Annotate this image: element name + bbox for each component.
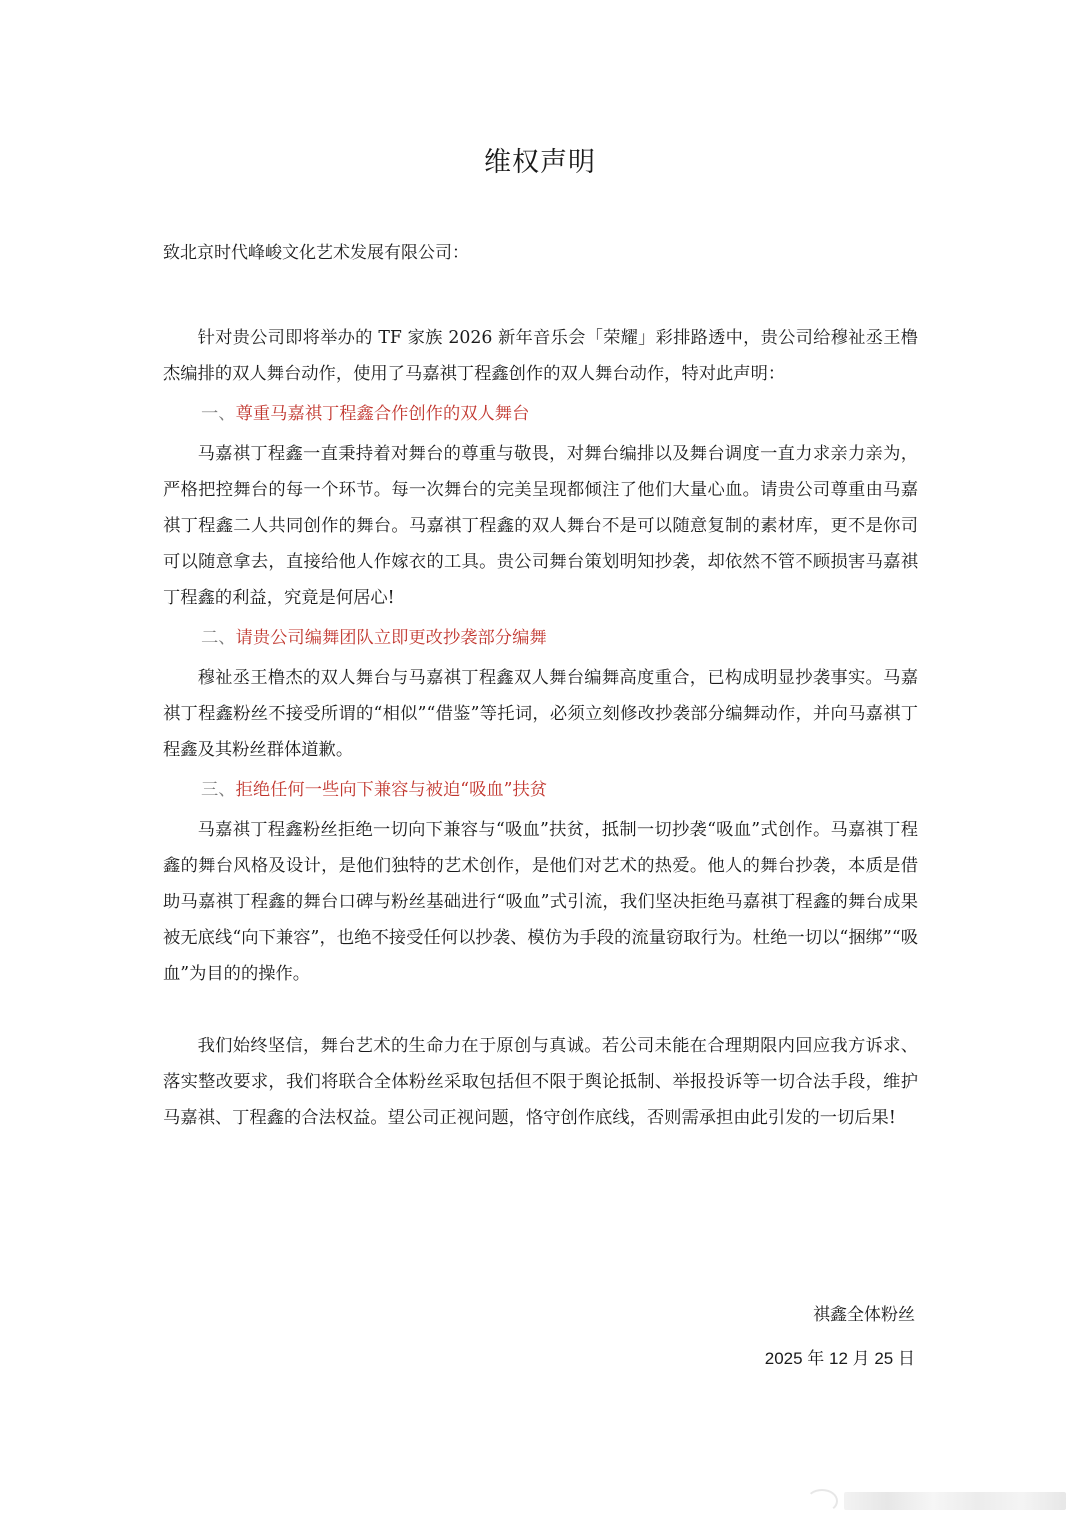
intro-paragraph: 针对贵公司即将举办的 TF 家族 2026 新年音乐会「荣耀」彩排路透中，贵公司给穆祉丞王橹杰编排的双人舞台动作，使用了马嘉祺丁程鑫创作的双人舞台动作，特对此声明： [163,328,918,384]
section-heading-2 [163,616,918,660]
section-heading-3 [163,768,918,812]
spacer [163,992,918,1028]
date: 2025 年 12 月 25 日 [764,1349,915,1368]
section-heading-1 [163,392,918,436]
section-paragraph-2: 穆祉丞王橹杰的双人舞台与马嘉祺丁程鑫双人舞台编舞高度重合，已构成明显抄袭事实。马嘉祺丁程鑫粉丝不接受所谓的“相似”“借鉴”等托词，必须立刻修改抄袭部分编舞动作，并向马嘉祺丁程鑫及其粉丝群体道歉。 [163,668,918,760]
document-title: 维权声明 [484,147,596,178]
section-paragraph-3: 马嘉祺丁程鑫粉丝拒绝一切向下兼容与“吸血”扶贫，抵制一切抄袭“吸血”式创作。马嘉祺丁程鑫的舞台风格及设计，是他们独特的艺术创作，是他们对艺术的热爱。他人的舞台抄袭，本质是借助马嘉祺丁程鑫的舞台口碑与粉丝基础进行“吸血”式引流，我们坚决拒绝马嘉祺丁程鑫的舞台成果被无底线“向下兼容”，也绝不接受任何以抄袭、模仿为手段的流量窃取行为。杜绝一切以“捆绑”“吸血”为目的的操作。 [163,820,918,984]
section-number: 三、 [201,780,236,800]
section-number: 一、 [201,404,236,424]
section-heading-text: 拒绝任何一些向下兼容与被迫“吸血”扶贫 [235,780,548,800]
weibo-logo-icon [806,1489,838,1513]
addressee: 致北京时代峰峻文化艺术发展有限公司： [163,243,469,263]
closing-paragraph: 我们始终坚信，舞台艺术的生命力在于原创与真诚。若公司未能在合理期限内回应我方诉求、落实整改要求，我们将联合全体粉丝采取包括但不限于舆论抵制、举报投诉等一切合法手段，维护马嘉祺、丁程鑫的合法权益。望公司正视问题，恪守创作底线，否则需承担由此引发的一切后果! [163,1036,918,1128]
section-heading-text: 尊重马嘉祺丁程鑫合作创作的双人舞台 [235,404,530,424]
document-body [163,320,918,1136]
signature: 祺鑫全体粉丝 [813,1305,915,1325]
watermark [806,1486,1066,1516]
watermark-text-blur [844,1492,1066,1510]
section-paragraph-1: 马嘉祺丁程鑫一直秉持着对舞台的尊重与敬畏，对舞台编排以及舞台调度一直力求亲力亲为，严格把控舞台的每一个环节。每一次舞台的完美呈现都倾注了他们大量心血。请贵公司尊重由马嘉祺丁程鑫二人共同创作的舞台。马嘉祺丁程鑫的双人舞台不是可以随意复制的素材库，更不是你司可以随意拿去，直接给他人作嫁衣的工具。贵公司舞台策划明知抄袭，却依然不管不顾损害马嘉祺丁程鑫的利益，究竟是何居心! [163,444,918,608]
section-heading-text: 请贵公司编舞团队立即更改抄袭部分编舞 [235,628,547,648]
section-number: 二、 [201,628,236,648]
